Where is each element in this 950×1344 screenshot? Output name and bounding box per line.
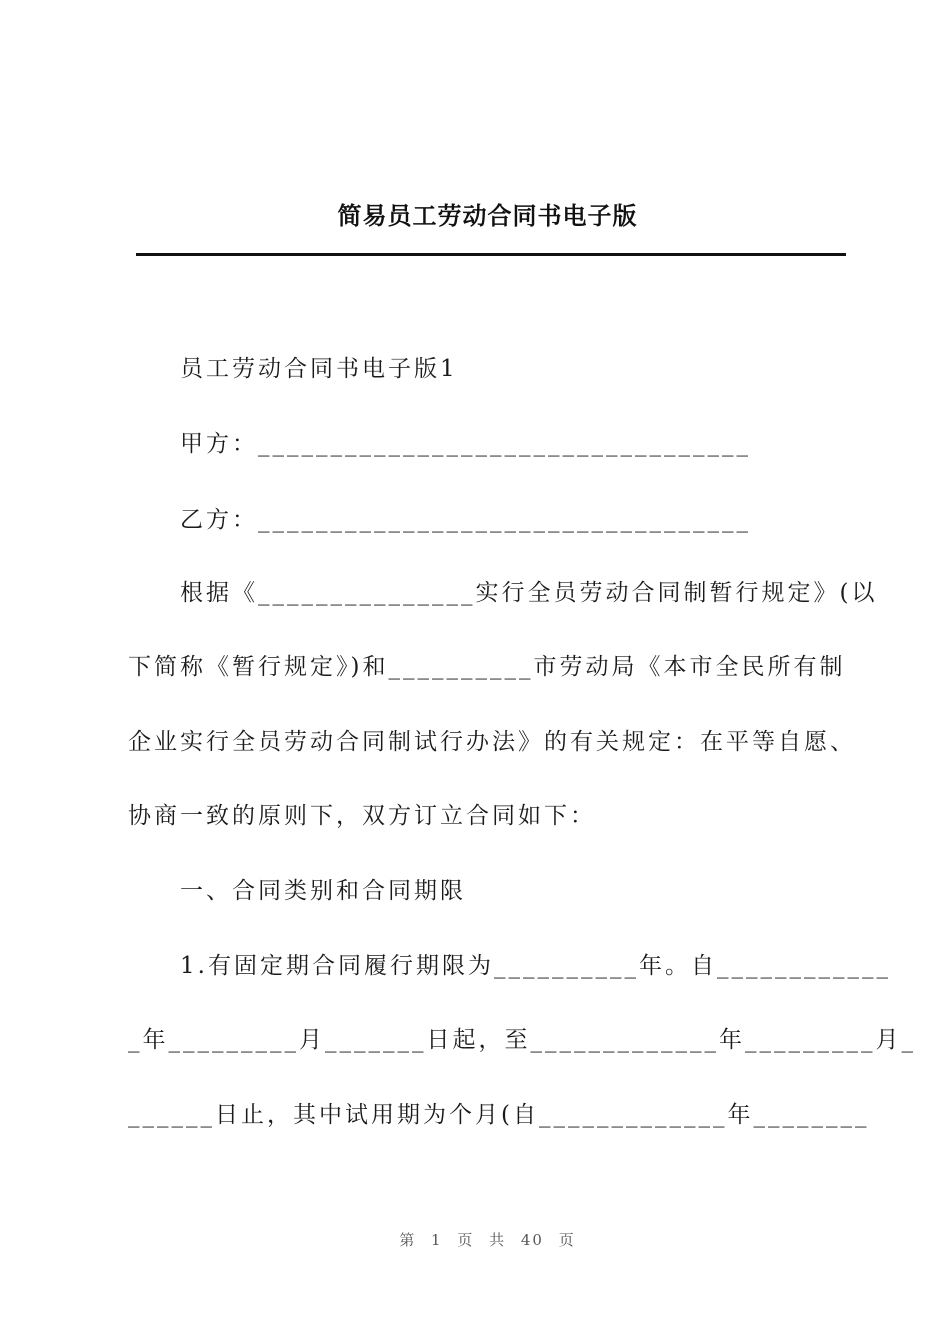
clause-line: ______日止，其中试用期为个月(自_____________年________ <box>128 1102 870 1128</box>
section-heading: 员工劳动合同书电子版1 <box>180 356 458 382</box>
paragraph-line: 协商一致的原则下，双方订立合同如下： <box>128 803 596 829</box>
party-a-line: 甲方：__________________________________ <box>180 431 751 457</box>
page-number-footer: 第 1 页 共 40 页 <box>399 1231 576 1249</box>
paragraph-line: 下简称《暂行规定》)和__________市劳动局《本市全民所有制 <box>128 654 846 680</box>
clause-heading: 一、合同类别和合同期限 <box>180 878 466 904</box>
paragraph-line: 根据《_______________实行全员劳动合同制暂行规定》(以 <box>180 580 878 606</box>
title-underline <box>136 253 846 256</box>
document-title: 简易员工劳动合同书电子版 <box>337 202 638 230</box>
clause-line: _年_________月_______日起，至_____________年_________月_ <box>128 1027 916 1053</box>
clause-line: 1.有固定期合同履行期限为__________年。自____________ <box>180 953 891 979</box>
paragraph-line: 企业实行全员劳动合同制试行办法》的有关规定：在平等自愿、 <box>128 729 856 755</box>
party-b-line: 乙方：__________________________________ <box>180 507 751 533</box>
